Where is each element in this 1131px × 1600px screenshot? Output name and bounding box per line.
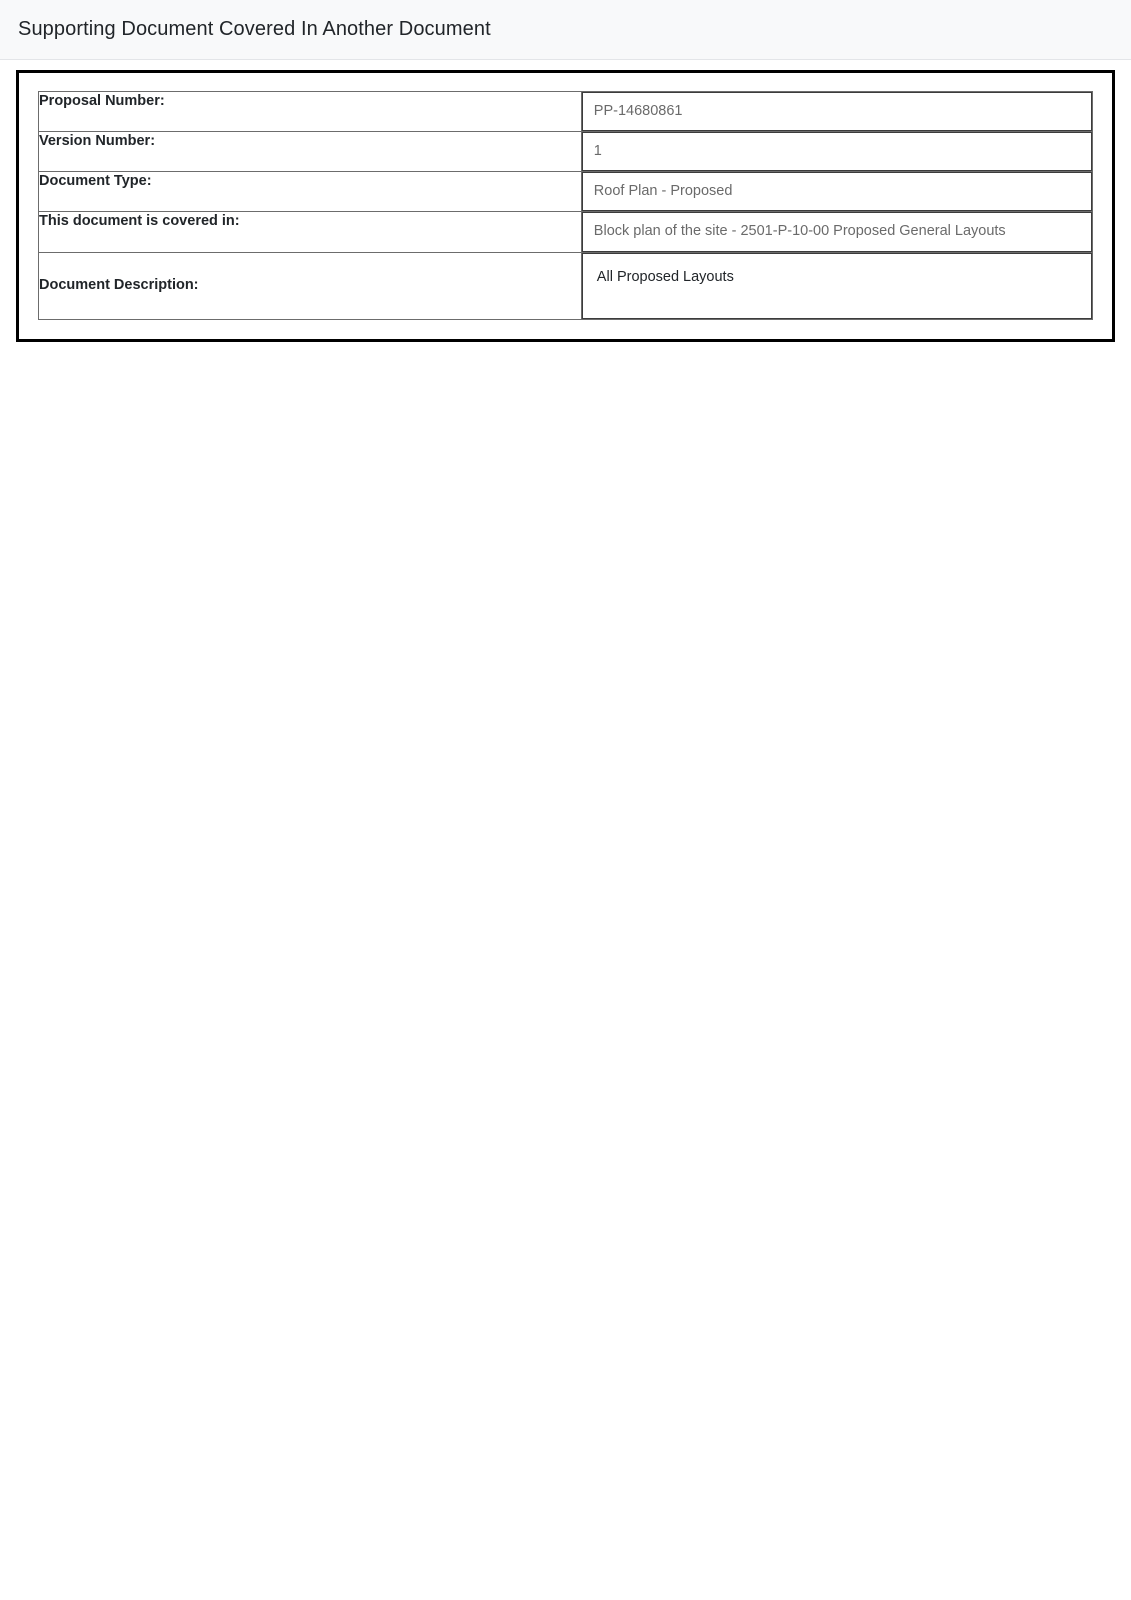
table-row [39, 92, 1093, 132]
table-row [39, 132, 1093, 172]
value-cell-document-type [581, 172, 1092, 212]
version-number-field[interactable]: 1 [582, 132, 1092, 171]
label-cell-proposal-number [39, 92, 582, 132]
page-title: Supporting Document Covered In Another Document [18, 18, 491, 40]
proposal-number-field[interactable]: PP-14680861 [582, 92, 1092, 131]
value-cell-covered-in [581, 212, 1092, 252]
document-details-panel [16, 70, 1115, 342]
document-details-table [38, 91, 1093, 320]
document-type-field[interactable]: Roof Plan - Proposed [582, 172, 1092, 211]
field-label: Version Number: [39, 133, 156, 150]
label-cell-version-number [39, 132, 582, 172]
page-header [0, 0, 1131, 60]
document-description-field[interactable]: All Proposed Layouts [582, 253, 1092, 319]
table-row [39, 212, 1093, 252]
value-cell-document-description [581, 252, 1092, 319]
table-row [39, 252, 1093, 319]
value-cell-version-number [581, 132, 1092, 172]
label-cell-document-description [39, 252, 582, 319]
table-row [39, 172, 1093, 212]
field-label: This document is covered in: [39, 213, 240, 230]
value-cell-proposal-number [581, 92, 1092, 132]
label-cell-covered-in [39, 212, 582, 252]
field-label: Document Description: [39, 276, 199, 293]
field-label: Proposal Number: [39, 93, 165, 109]
field-label: Document Type: [39, 173, 152, 190]
label-cell-document-type [39, 172, 582, 212]
covered-in-field[interactable]: Block plan of the site - 2501-P-10-00 Proposed General Layouts [582, 212, 1092, 251]
